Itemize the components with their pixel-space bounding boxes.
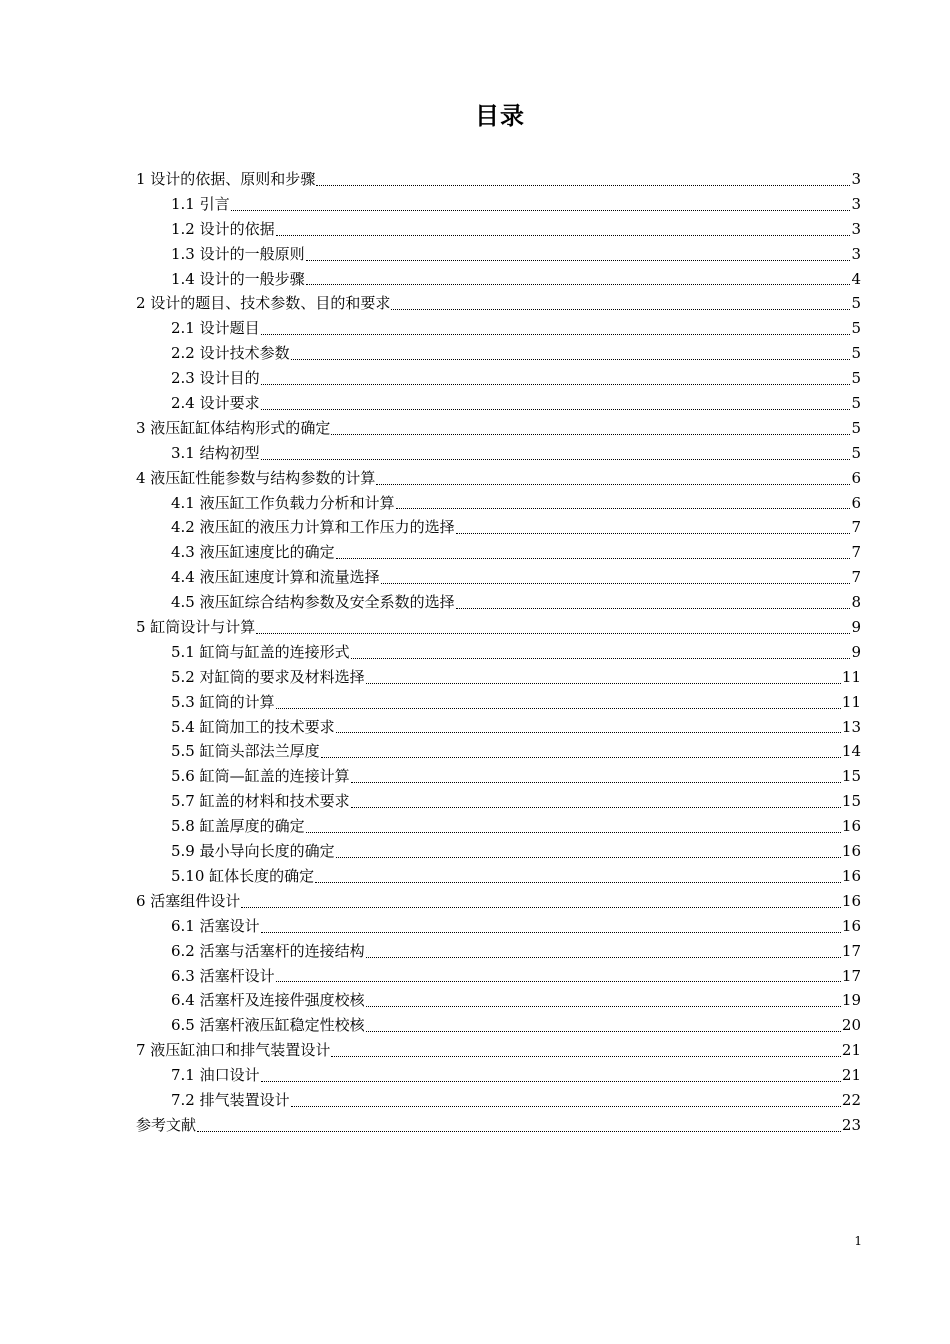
dot-leader	[306, 284, 850, 285]
toc-entry-label: 5.1 缸筒与缸盖的连接形式	[171, 642, 350, 661]
toc-entry-label: 4.4 液压缸速度计算和流量选择	[171, 568, 380, 587]
toc-entry-page-number: 5	[851, 319, 861, 338]
toc-entry-page-number: 5	[851, 394, 861, 413]
toc-entry-page-number: 19	[841, 991, 861, 1010]
toc-entry[interactable]	[136, 466, 861, 491]
toc-entry-page-number: 21	[841, 1066, 861, 1085]
toc-entry[interactable]	[136, 939, 861, 964]
toc-entry-label: 6.3 活塞杆设计	[171, 966, 275, 985]
dot-leader	[396, 508, 850, 509]
toc-entry[interactable]	[136, 242, 861, 267]
toc-entry-label: 7.1 油口设计	[171, 1066, 260, 1085]
toc-title: 目录	[475, 102, 525, 130]
dot-leader	[321, 757, 841, 758]
toc-entry-page-number: 3	[851, 194, 861, 213]
toc-entry-label: 1.2 设计的依据	[171, 219, 275, 238]
toc-entry-label: 1.3 设计的一般原则	[171, 244, 305, 263]
toc-entry-label: 3 液压缸缸体结构形式的确定	[136, 418, 331, 437]
toc-entry-page-number: 11	[841, 667, 861, 686]
toc-entry[interactable]	[136, 1088, 861, 1113]
toc-entry-page-number: 20	[841, 1016, 861, 1035]
toc-entry-label: 5.6 缸筒—缸盖的连接计算	[171, 767, 350, 786]
toc-entry[interactable]	[136, 640, 861, 665]
dot-leader	[291, 359, 850, 360]
toc-entry-page-number: 6	[851, 468, 861, 487]
dot-leader	[331, 434, 850, 435]
dot-leader	[381, 583, 850, 584]
toc-entry-page-number: 16	[841, 842, 861, 861]
toc-entry-page-number: 9	[851, 642, 861, 661]
dot-leader	[336, 558, 850, 559]
toc-entry[interactable]	[136, 540, 861, 565]
dot-leader	[306, 260, 850, 261]
toc-entry[interactable]	[136, 1063, 861, 1088]
toc-entry[interactable]	[136, 988, 861, 1013]
toc-entry-page-number: 17	[841, 966, 861, 985]
toc-entry-page-number: 7	[851, 568, 861, 587]
toc-entry-page-number: 14	[841, 742, 861, 761]
dot-leader	[241, 907, 841, 908]
toc-entry-label: 5.8 缸盖厚度的确定	[171, 817, 305, 836]
toc-entry-page-number: 5	[851, 344, 861, 363]
toc-entry-page-number: 16	[841, 817, 861, 836]
toc-entry-label: 6.2 活塞与活塞杆的连接结构	[171, 941, 365, 960]
toc-entry-label: 参考文献	[136, 1115, 197, 1134]
toc-entry-label: 5.5 缸筒头部法兰厚度	[171, 742, 320, 761]
dot-leader	[376, 484, 850, 485]
toc-entry[interactable]	[136, 167, 861, 192]
toc-entry[interactable]	[136, 441, 861, 466]
toc-entry-page-number: 5	[851, 443, 861, 462]
toc-entry[interactable]	[136, 515, 861, 540]
toc-entry-label: 5.10 缸体长度的确定	[171, 866, 315, 885]
dot-leader	[261, 409, 850, 410]
toc-entry[interactable]	[136, 192, 861, 217]
toc-entry-page-number: 17	[841, 941, 861, 960]
toc-entry-page-number: 5	[851, 369, 861, 388]
dot-leader	[351, 658, 850, 659]
toc-entry[interactable]	[136, 366, 861, 391]
toc-entry[interactable]	[136, 391, 861, 416]
toc-entry-label: 2.2 设计技术参数	[171, 344, 290, 363]
toc-entry-label: 7.2 排气装置设计	[171, 1090, 290, 1109]
dot-leader	[351, 807, 841, 808]
dot-leader	[276, 981, 841, 982]
toc-entry[interactable]	[136, 267, 861, 292]
toc-entry[interactable]	[136, 565, 861, 590]
toc-entry-page-number: 8	[851, 593, 861, 612]
dot-leader	[351, 782, 841, 783]
toc-entry-label: 6.4 活塞杆及连接件强度校核	[171, 991, 365, 1010]
toc-entry-label: 4.3 液压缸速度比的确定	[171, 543, 335, 562]
toc-entry[interactable]	[136, 1113, 861, 1138]
toc-entry[interactable]	[136, 416, 861, 441]
toc-entry-page-number: 5	[851, 418, 861, 437]
dot-leader	[231, 210, 850, 211]
toc-entry[interactable]	[136, 864, 861, 889]
dot-leader	[261, 384, 850, 385]
toc-entry-label: 2.4 设计要求	[171, 394, 260, 413]
toc-entry-page-number: 15	[841, 767, 861, 786]
dot-leader	[456, 533, 850, 534]
toc-entry-page-number: 4	[851, 269, 861, 288]
toc-entry[interactable]	[136, 491, 861, 516]
toc-entry[interactable]	[136, 964, 861, 989]
dot-leader	[336, 732, 841, 733]
dot-leader	[261, 459, 850, 460]
toc-entry-label: 5.3 缸筒的计算	[171, 692, 275, 711]
toc-entry-label: 7 液压缸油口和排气装置设计	[136, 1041, 331, 1060]
toc-entry-label: 1 设计的依据、原则和步骤	[136, 170, 316, 188]
dot-leader	[336, 857, 841, 858]
dot-leader	[391, 309, 850, 310]
dot-leader	[456, 608, 850, 609]
toc-entry-page-number: 3	[851, 170, 861, 188]
toc-entry[interactable]	[136, 914, 861, 939]
toc-entry[interactable]	[136, 739, 861, 764]
toc-entry-label: 5.4 缸筒加工的技术要求	[171, 717, 335, 736]
toc-entry-page-number: 16	[841, 866, 861, 885]
toc-entry[interactable]	[136, 889, 861, 914]
toc-entry-page-number: 23	[841, 1115, 861, 1134]
dot-leader	[306, 832, 841, 833]
dot-leader	[366, 1006, 841, 1007]
toc-entry-page-number: 9	[851, 618, 861, 637]
toc-entry[interactable]	[136, 715, 861, 740]
toc-entry-label: 5.9 最小导向长度的确定	[171, 842, 335, 861]
toc-entry[interactable]	[136, 839, 861, 864]
toc-entry[interactable]	[136, 1038, 861, 1063]
toc-entry-label: 6.5 活塞杆液压缸稳定性校核	[171, 1016, 365, 1035]
dot-leader	[291, 1106, 841, 1107]
dot-leader	[366, 1031, 841, 1032]
toc-entry-label: 1.4 设计的一般步骤	[171, 269, 305, 288]
toc-entry-label: 4 液压缸性能参数与结构参数的计算	[136, 468, 376, 487]
footer-page-number: 1	[854, 1234, 862, 1248]
toc-entry[interactable]	[136, 291, 861, 316]
dot-leader	[366, 683, 841, 684]
toc-entry-label: 5.2 对缸筒的要求及材料选择	[171, 667, 365, 686]
toc-entry-label: 1.1 引言	[171, 194, 230, 213]
toc-entry-page-number: 7	[851, 518, 861, 537]
toc-entry[interactable]	[136, 615, 861, 640]
toc-entry-page-number: 22	[841, 1090, 861, 1109]
toc-entry-page-number: 5	[851, 294, 861, 313]
toc-entry-page-number: 7	[851, 543, 861, 562]
toc-entry-label: 3.1 结构初型	[171, 443, 260, 462]
toc-entry[interactable]	[136, 341, 861, 366]
toc-entry-label: 4.1 液压缸工作负载力分析和计算	[171, 493, 395, 512]
dot-leader	[261, 932, 841, 933]
toc-entry[interactable]	[136, 690, 861, 715]
dot-leader	[276, 708, 841, 709]
toc-entry-label: 2.1 设计题目	[171, 319, 260, 338]
toc-entry[interactable]	[136, 814, 861, 839]
toc-entry-label: 2.3 设计目的	[171, 369, 260, 388]
toc-entry[interactable]	[136, 316, 861, 341]
dot-leader	[261, 334, 850, 335]
toc-entry-page-number: 15	[841, 792, 861, 811]
toc-entry-label: 5.7 缸盖的材料和技术要求	[171, 792, 350, 811]
toc-entry-page-number: 3	[851, 244, 861, 263]
toc-entry-page-number: 21	[841, 1041, 861, 1060]
dot-leader	[331, 1056, 841, 1057]
toc-entry[interactable]	[136, 789, 861, 814]
toc-entry-label: 2 设计的题目、技术参数、目的和要求	[136, 294, 391, 313]
toc-entry-page-number: 3	[851, 219, 861, 238]
toc-entry[interactable]	[136, 1013, 861, 1038]
toc-entry[interactable]	[136, 590, 861, 615]
toc-entry-label: 5 缸筒设计与计算	[136, 618, 256, 637]
toc-entry-label: 4.5 液压缸综合结构参数及安全系数的选择	[171, 593, 455, 612]
toc-entry[interactable]	[136, 217, 861, 242]
toc-entry-label: 6.1 活塞设计	[171, 916, 260, 935]
toc-entry-page-number: 13	[841, 717, 861, 736]
dot-leader	[276, 235, 850, 236]
toc-entry-page-number: 6	[851, 493, 861, 512]
toc-entry-label: 6 活塞组件设计	[136, 891, 241, 910]
table-of-contents	[136, 167, 861, 1138]
dot-leader	[315, 882, 841, 883]
toc-entry[interactable]	[136, 764, 861, 789]
toc-entry-label: 4.2 液压缸的液压力计算和工作压力的选择	[171, 518, 455, 537]
toc-entry-page-number: 16	[841, 891, 861, 910]
toc-entry-page-number: 16	[841, 916, 861, 935]
dot-leader	[366, 957, 841, 958]
dot-leader	[316, 185, 850, 186]
toc-entry-page-number: 11	[841, 692, 861, 711]
dot-leader	[261, 1081, 841, 1082]
dot-leader	[197, 1131, 841, 1132]
dot-leader	[256, 633, 850, 634]
toc-entry[interactable]	[136, 665, 861, 690]
